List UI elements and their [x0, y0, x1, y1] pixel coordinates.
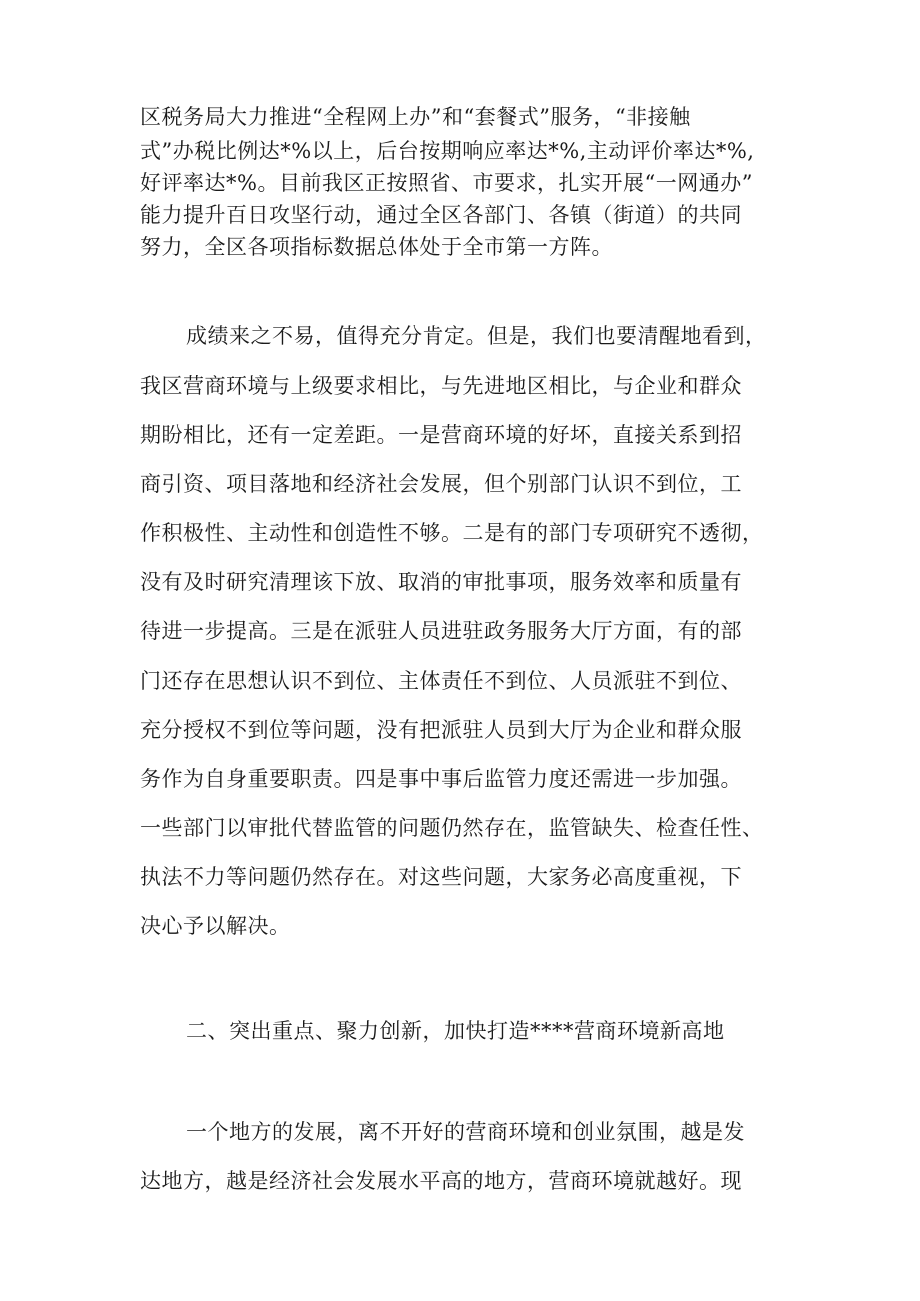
paragraph-line: 区税务局大力推进“全程网上办”和“套餐式”服务，“非接触 [140, 105, 691, 129]
paragraph-line: 努力，全区各项指标数据总体处于全市第一方阵。 [140, 235, 613, 259]
paragraph-line: 执法不力等问题仍然存在。对这些问题，大家务必高度重视，下 [140, 865, 742, 889]
paragraph-line: 充分授权不到位等问题，没有把派驻人员到大厅为企业和群众服 [140, 718, 742, 742]
paragraph-line: 一个地方的发展，离不开好的营商环境和创业氛围，越是发 [186, 1120, 745, 1144]
paragraph-line: 待进一步提高。三是在派驻人员进驻政务服务大厅方面，有的部 [140, 619, 742, 643]
paragraph-line: 我区营商环境与上级要求相比，与先进地区相比，与企业和群众 [140, 374, 742, 398]
paragraph-line: 期盼相比，还有一定差距。一是营商环境的好坏，直接关系到招 [140, 423, 742, 447]
paragraph-line: 成绩来之不易，值得充分肯定。但是，我们也要清醒地看到， [186, 324, 767, 348]
paragraph-line: 商引资、项目落地和经济社会发展，但个别部门认识不到位，工 [140, 472, 742, 496]
paragraph-line: 决心予以解决。 [140, 914, 291, 938]
paragraph-line: 好评率达*%。目前我区正按照省、市要求，扎实开展“一网通办” [140, 171, 753, 195]
paragraph-line: 作积极性、主动性和创造性不够。二是有的部门专项研究不透彻， [140, 521, 764, 545]
paragraph-line: 达地方，越是经济社会发展水平高的地方，营商环境就越好。现 [140, 1169, 742, 1193]
paragraph-line: 能力提升百日攻坚行动，通过全区各部门、各镇（街道）的共同 [140, 203, 742, 227]
paragraph-line: 务作为自身重要职责。四是事中事后监管力度还需进一步加强。 [140, 767, 742, 791]
section-heading: 二、突出重点、聚力创新，加快打造****营商环境新高地 [186, 1019, 725, 1043]
paragraph-line: 没有及时研究清理该下放、取消的审批事项，服务效率和质量有 [140, 570, 742, 594]
paragraph-line: 式”办税比例达*%以上，后台按期响应率达*%,主动评价率达*%, [140, 139, 755, 163]
paragraph-line: 门还存在思想认识不到位、主体责任不到位、人员派驻不到位、 [140, 669, 742, 693]
paragraph-line: 一些部门以审批代替监管的问题仍然存在，监管缺失、检查任性、 [140, 816, 764, 840]
